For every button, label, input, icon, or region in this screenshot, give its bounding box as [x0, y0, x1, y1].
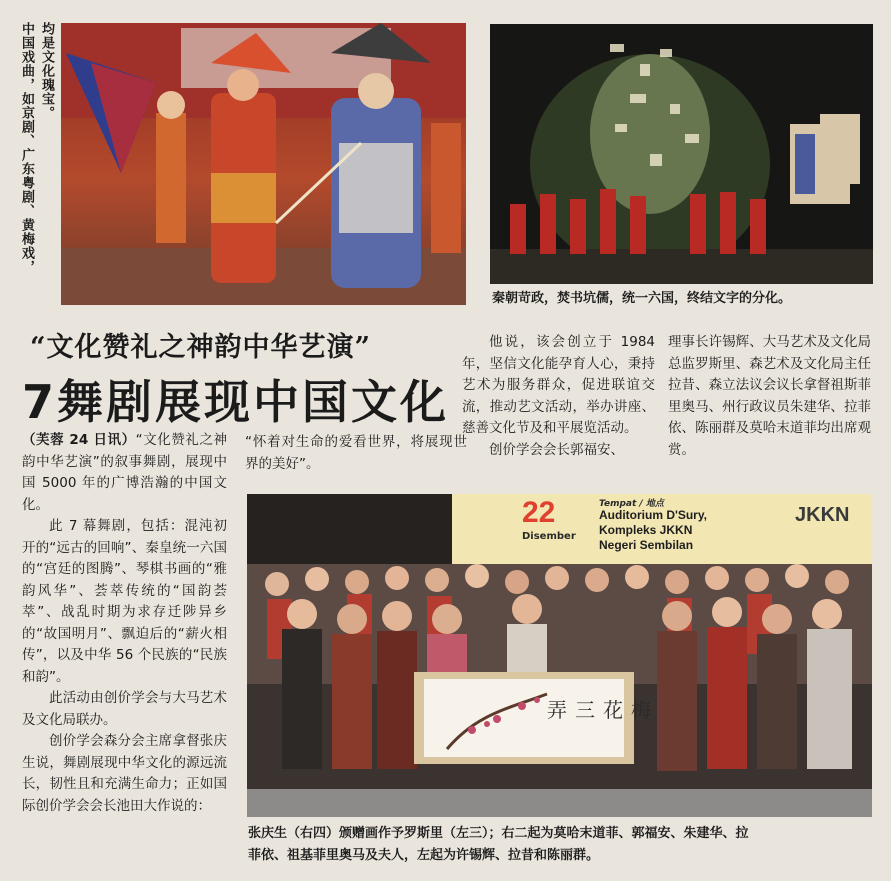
venue-line-3: Negeri Sembilan [599, 538, 694, 552]
group-photo [247, 494, 872, 817]
paragraph-attendees-end: 理事长许锡辉、大马艺术及文化局总监罗斯里、森艺术及文化局主任拉昔、森立法议会议长拿督祖斯菲里奥马、州行政议员朱建华、拉菲依、陈丽群及莫哈末道菲均出席观赏。 [668, 334, 871, 458]
event-date-day: 22 [522, 496, 556, 529]
sub-headline: “文化赞礼之神韵中华艺演” [30, 332, 372, 363]
group-photo-caption [248, 823, 878, 867]
opera-performance-photo [61, 23, 466, 305]
lead-paragraph: “文化赞礼之神韵中华艺演”的叙事舞剧，展现中国 5000 年的广博浩瀚的中国文化。 [22, 432, 227, 513]
jkkn-logo: JKKN [795, 504, 850, 526]
qin-dynasty-stage-photo [490, 24, 873, 284]
paragraph-attendees-start: 创价学会会长郭福安、 [489, 441, 624, 458]
group-photo-caption-line-1: 张庆生（右四）颁赠画作予罗斯里（左三）；右二起为莫哈末道菲、郭福安、朱建华、拉 [248, 826, 749, 841]
article-lead [22, 430, 227, 516]
vertical-caption-col1: 均是文化瑰宝。 [39, 22, 54, 120]
paragraph-seven-acts: 此 7 幕舞剧，包括：混沌初开的“远古的回响”、秦皇统一六国的“宫廷的图腾”、琴棋书画的“雅韵风华”、荟萃传统的“国韵荟萃”、战乱时期为求存迁陟异乡的“故国明月”、飘迫后的“薪火相传”，以及中华 56 个民族的“民族和韵”。 [22, 518, 227, 685]
article-column-2 [245, 432, 467, 475]
venue-label: Tempat / 地点 [599, 499, 664, 509]
ikeda-quote: “怀着对生命的爱看世界，将展现世界的美好”。 [245, 434, 467, 472]
paragraph-founding: 他说，该会创立于 1984 年，坚信文化能孕育人心，秉持艺术为服务群众，促进联谊交流，推动艺文活动，举办讲座、慈善文化节及和平展览活动。 [462, 334, 655, 436]
article-column-1 [22, 430, 227, 817]
article-column-3 [462, 332, 655, 461]
paragraph-organizers: 此活动由创价学会与大马艺术及文化局联办。 [22, 690, 227, 728]
headline: 7舞剧展现中国文化 [22, 375, 450, 429]
venue-line-1: Auditorium D'Sury, [599, 508, 707, 522]
venue-line-2: Kompleks JKKN [599, 523, 693, 537]
dateline: （芙蓉 24 日讯） [22, 432, 136, 448]
event-date-month: Disember [522, 531, 576, 542]
paragraph-chairman-quote: 创价学会森分会主席拿督张庆生说，舞剧展现中华文化的源远流长，韧性且和充满生命力；正如国际创价学会会长池田大作说的： [22, 733, 227, 814]
scroll-calligraphy: 梅花三弄 [547, 698, 659, 722]
group-photo-caption-line-2: 菲依、祖基菲里奥马及夫人，左起为许锡辉、拉昔和陈丽群。 [248, 848, 600, 863]
vertical-caption-col2: 中国戏曲，如京剧、广东粤剧、黄梅戏， [19, 22, 34, 274]
vertical-photo-caption [19, 22, 56, 312]
article-column-4 [668, 332, 871, 461]
top-right-photo-caption: 秦朝苛政，焚书坑儒，统一六国，终结文字的分化。 [492, 291, 792, 306]
